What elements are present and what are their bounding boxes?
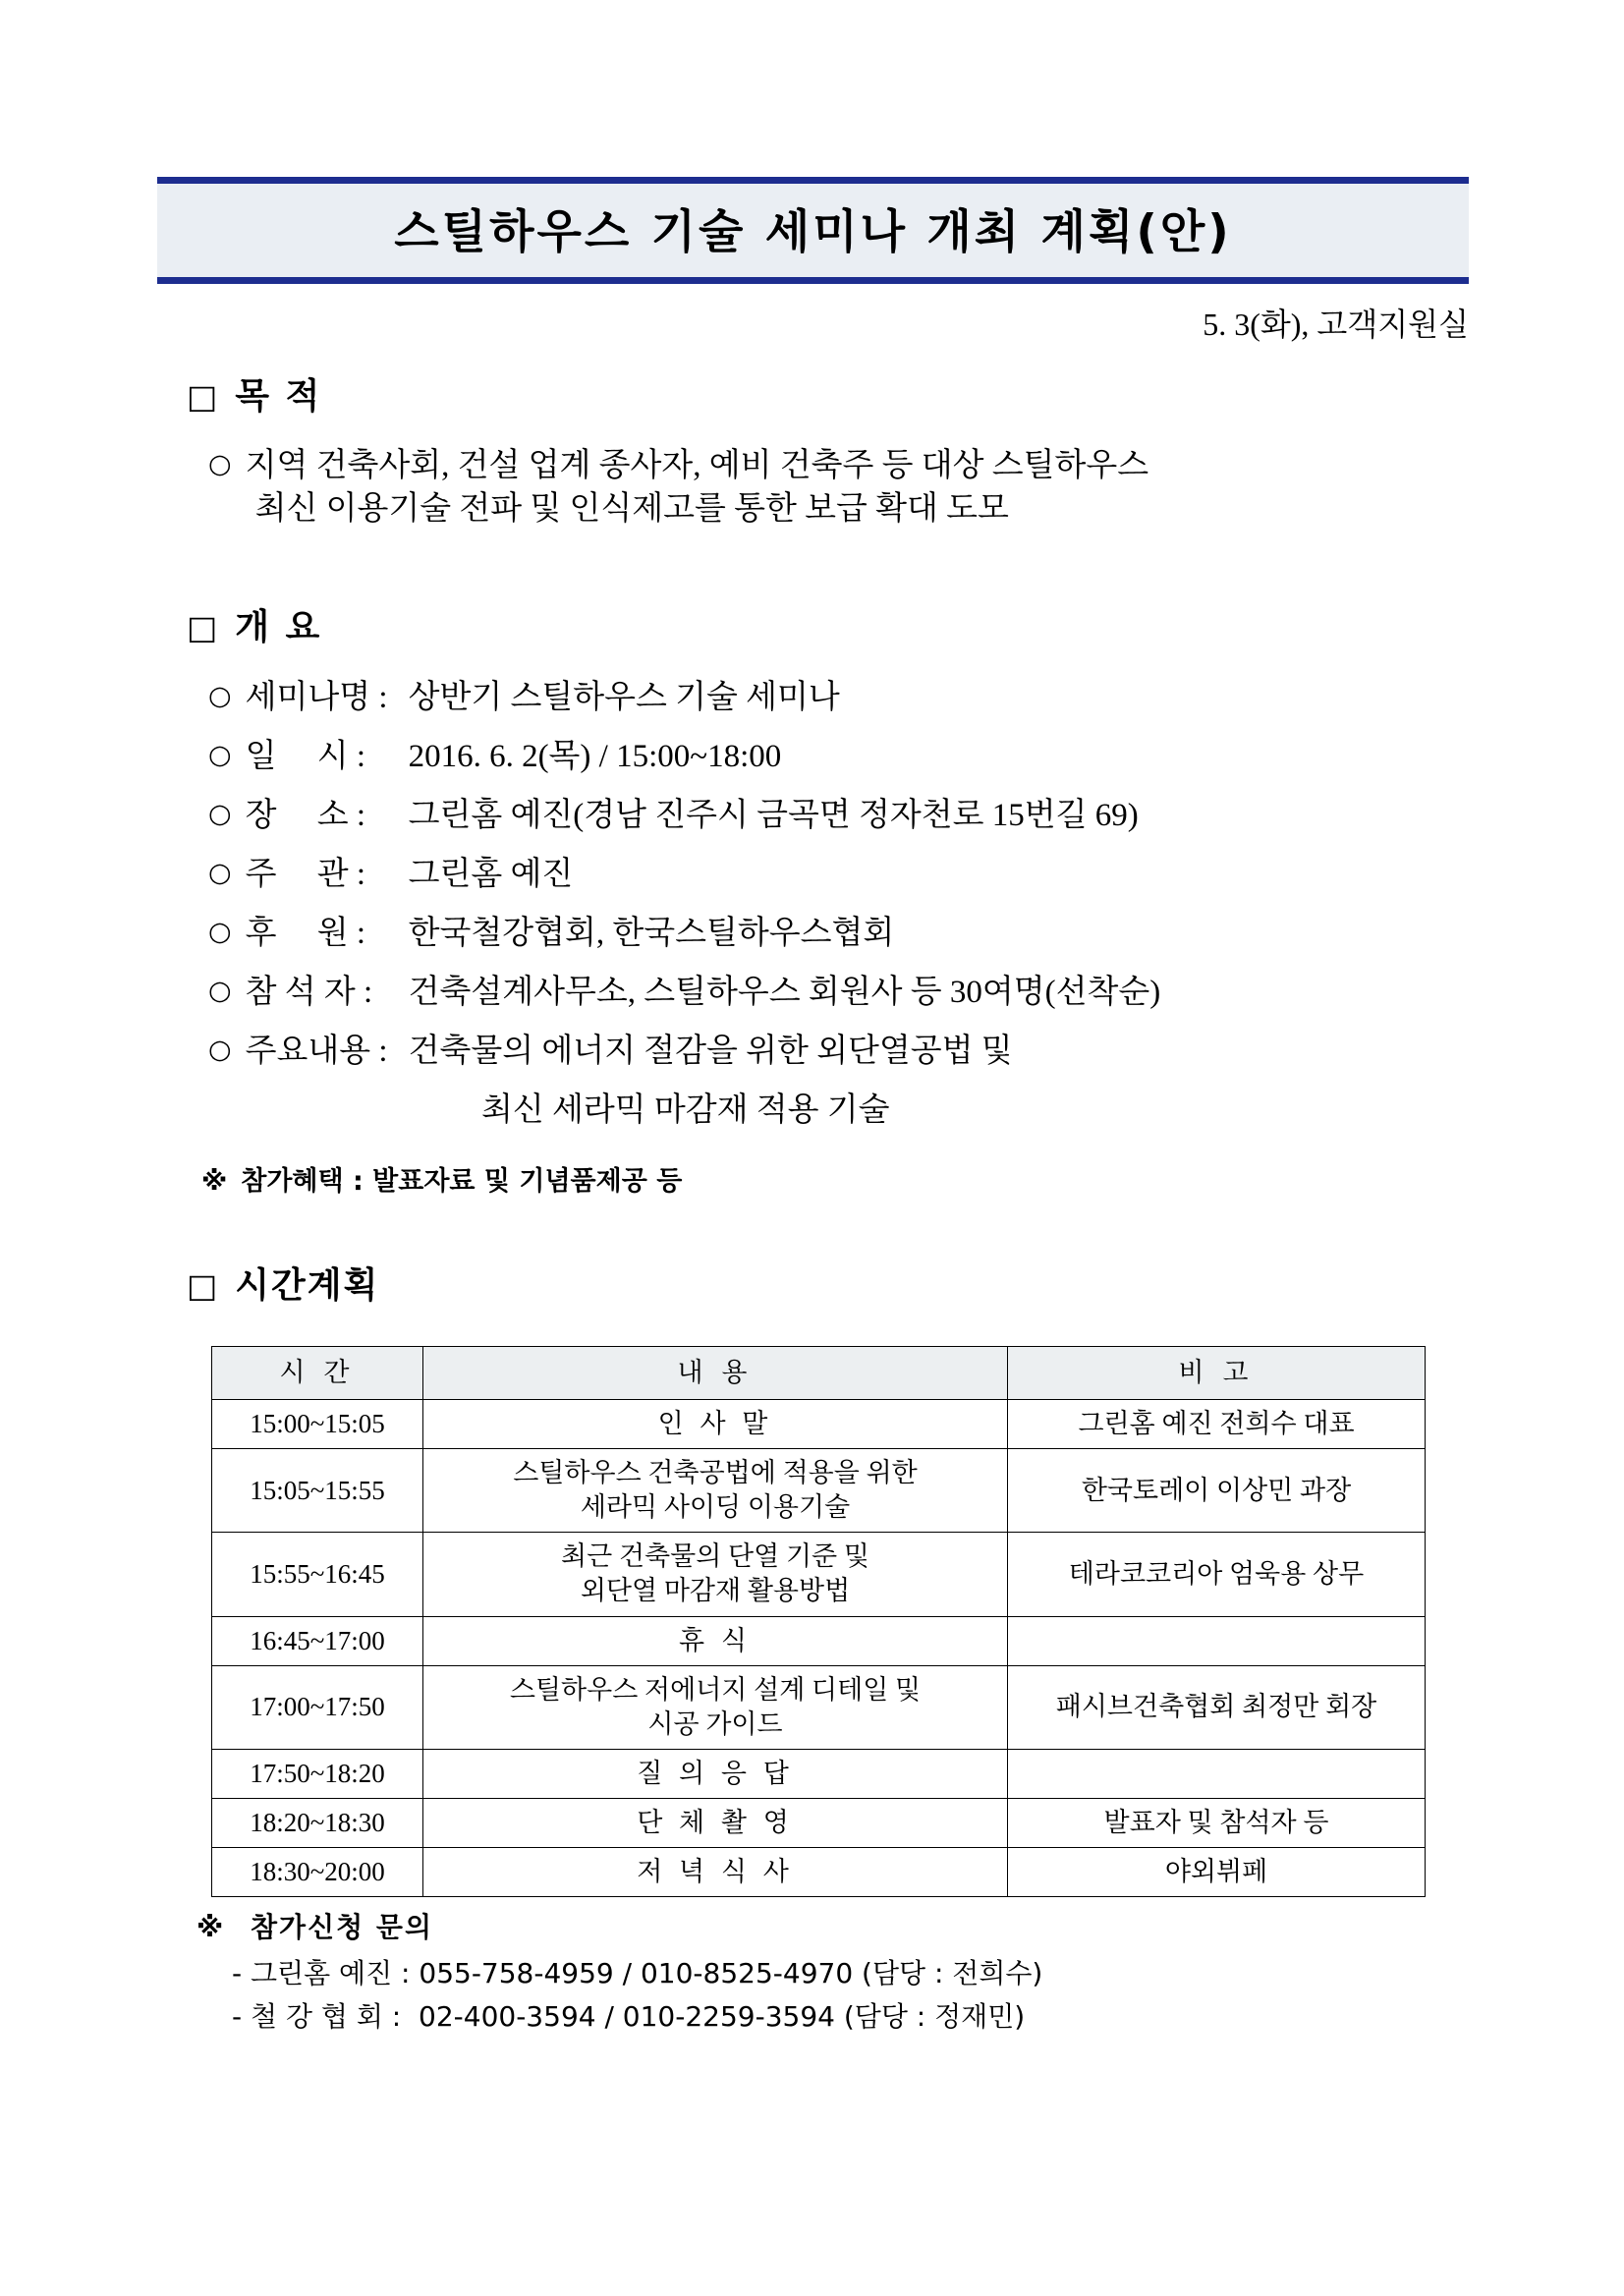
circle-bullet-icon: ○ [208,1035,232,1065]
overview-row-datetime [208,735,781,778]
document-subtitle: 5. 3(화), 고객지원실 [1203,307,1469,342]
section-heading-overview [187,599,321,649]
overview-label: 주 관 : [245,857,365,892]
cell-content [423,1400,1008,1449]
overview-label: 장 소 : [245,798,365,833]
cell-remark [1008,1616,1426,1665]
schedule-table [211,1346,1426,1897]
purpose-item [208,444,1148,531]
table-row [212,1848,1426,1897]
table-row [212,1400,1426,1449]
overview-topics-continuation [481,1089,890,1132]
document-title-banner [157,177,1469,284]
cell-remark: 발표자 및 참석자 등 [1008,1798,1426,1847]
cell-time: 15:00~15:05 [212,1400,423,1449]
overview-continuation-text: 최신 세라믹 마감재 적용 기술 [481,1092,890,1128]
circle-bullet-icon: ○ [208,976,232,1006]
overview-note [201,1159,682,1198]
cell-content-line1: 스틸하우스 저에너지 설계 디테일 및 [509,1674,922,1705]
purpose-line-1: 지역 건축사회, 건설 업계 종사자, 예비 건축주 등 대상 스틸하우스 [245,448,1149,483]
table-header-row [212,1347,1426,1400]
overview-label: 일 시 : [245,739,365,774]
cell-remark: 야외뷔페 [1008,1848,1426,1897]
reference-mark-icon: ※ [196,1911,226,1943]
footer-contact-line-1: - 그린홈 예진 : 055-758-4959 / 010-8525-4970 (담당 : 전희수) [232,1957,1043,1990]
cell-content-line1: 질 의 응 답 [637,1758,794,1788]
cell-content-line2: 세라믹 사이딩 이용기술 [580,1492,851,1523]
reference-mark-icon: ※ [201,1166,228,1197]
cell-remark: 그린홈 예진 전희수 대표 [1008,1400,1426,1449]
cell-content-line1: 단 체 촬 영 [637,1807,794,1837]
cell-content [423,1449,1008,1533]
square-bullet-icon: □ [187,608,218,646]
cell-time: 17:50~18:20 [212,1749,423,1798]
table-row [212,1533,1426,1616]
section-heading-purpose [187,368,321,419]
cell-time: 18:20~18:30 [212,1798,423,1847]
footer-contact [196,1906,1042,2038]
section-label-schedule: 시간계획 [235,1265,380,1306]
schedule-table-wrapper [211,1346,1425,1897]
cell-remark [1008,1749,1426,1798]
overview-label: 주요내용 : [245,1034,388,1069]
overview-value: 그린홈 예진 [408,857,574,892]
overview-label: 세미나명 : [245,680,388,715]
circle-bullet-icon: ○ [208,917,232,947]
cell-content-line2: 외단열 마감재 활용방법 [580,1576,851,1606]
purpose-item-text [246,444,1149,531]
column-header-content: 내 용 [423,1347,1008,1400]
overview-value: 건축물의 에너지 절감을 위한 외단열공법 및 [408,1034,1013,1069]
overview-row-topics [208,1030,1013,1073]
overview-label: 후 원 : [245,916,365,951]
table-row [212,1449,1426,1533]
overview-label: 참 석 자 : [245,975,373,1010]
overview-row-venue [208,794,1139,837]
overview-value: 건축설계사무소, 스틸하우스 회원사 등 30여명(선착순) [408,975,1161,1010]
page-title: 스틸하우스 기술 세미나 개최 계획(안) [394,205,1232,259]
cell-content-line1: 휴 식 [679,1625,752,1655]
overview-row-seminar-name [208,676,840,719]
cell-time: 18:30~20:00 [212,1848,423,1897]
cell-remark: 테라코코리아 엄욱용 상무 [1008,1533,1426,1616]
section-label-purpose: 목 적 [235,376,322,417]
table-row [212,1749,1426,1798]
overview-value: 그린홈 예진(경남 진주시 금곡면 정자천로 15번길 69) [408,798,1139,833]
cell-content-line1: 스틸하우스 건축공법에 적용을 위한 [513,1458,918,1488]
overview-row-sponsor [208,912,894,955]
cell-time: 17:00~17:50 [212,1665,423,1749]
cell-content [423,1749,1008,1798]
cell-time: 15:55~16:45 [212,1533,423,1616]
footer-heading [196,1906,1042,1948]
overview-value: 2016. 6. 2(목) / 15:00~18:00 [408,739,782,774]
cell-content-line1: 최근 건축물의 단열 기준 및 [561,1541,869,1572]
column-header-remark: 비 고 [1008,1347,1426,1400]
column-header-time: 시 간 [212,1347,423,1400]
purpose-line-2: 최신 이용기술 전파 및 인식제고를 통한 보급 확대 도모 [254,491,1009,528]
cell-remark: 한국토레이 이상민 과장 [1008,1449,1426,1533]
section-heading-schedule [187,1258,379,1308]
circle-bullet-icon: ○ [208,681,232,711]
table-row [212,1798,1426,1847]
overview-note-text: 참가혜택 : 발표자료 및 기념품제공 등 [241,1166,683,1197]
cell-content-line1: 인 사 말 [657,1409,773,1439]
overview-row-attendees [208,971,1160,1014]
table-row [212,1616,1426,1665]
cell-content [423,1665,1008,1749]
square-bullet-icon: □ [187,1266,218,1305]
footer-contact-line-2: - 철 강 협 회 : 02-400-3594 / 010-2259-3594 (담당 : 정재민) [232,1999,1026,2033]
cell-content [423,1533,1008,1616]
cell-content [423,1848,1008,1897]
cell-content [423,1798,1008,1847]
circle-bullet-icon: ○ [208,740,232,770]
overview-value: 상반기 스틸하우스 기술 세미나 [408,680,840,715]
circle-bullet-icon: ○ [208,799,232,829]
cell-content [423,1616,1008,1665]
cell-time: 15:05~15:55 [212,1449,423,1533]
square-bullet-icon: □ [187,377,218,416]
cell-remark: 패시브건축협회 최정만 회장 [1008,1665,1426,1749]
cell-content-line1: 저 녁 식 사 [637,1857,794,1887]
cell-time: 16:45~17:00 [212,1616,423,1665]
cell-content-line2: 시공 가이드 [647,1708,783,1739]
circle-bullet-icon: ○ [208,858,232,888]
section-label-overview: 개 요 [235,607,322,647]
circle-bullet-icon: ○ [208,449,232,479]
footer-heading-text: 참가신청 문의 [250,1911,434,1943]
overview-value: 한국철강협회, 한국스틸하우스협회 [408,916,895,951]
table-row [212,1665,1426,1749]
overview-row-host [208,853,573,896]
